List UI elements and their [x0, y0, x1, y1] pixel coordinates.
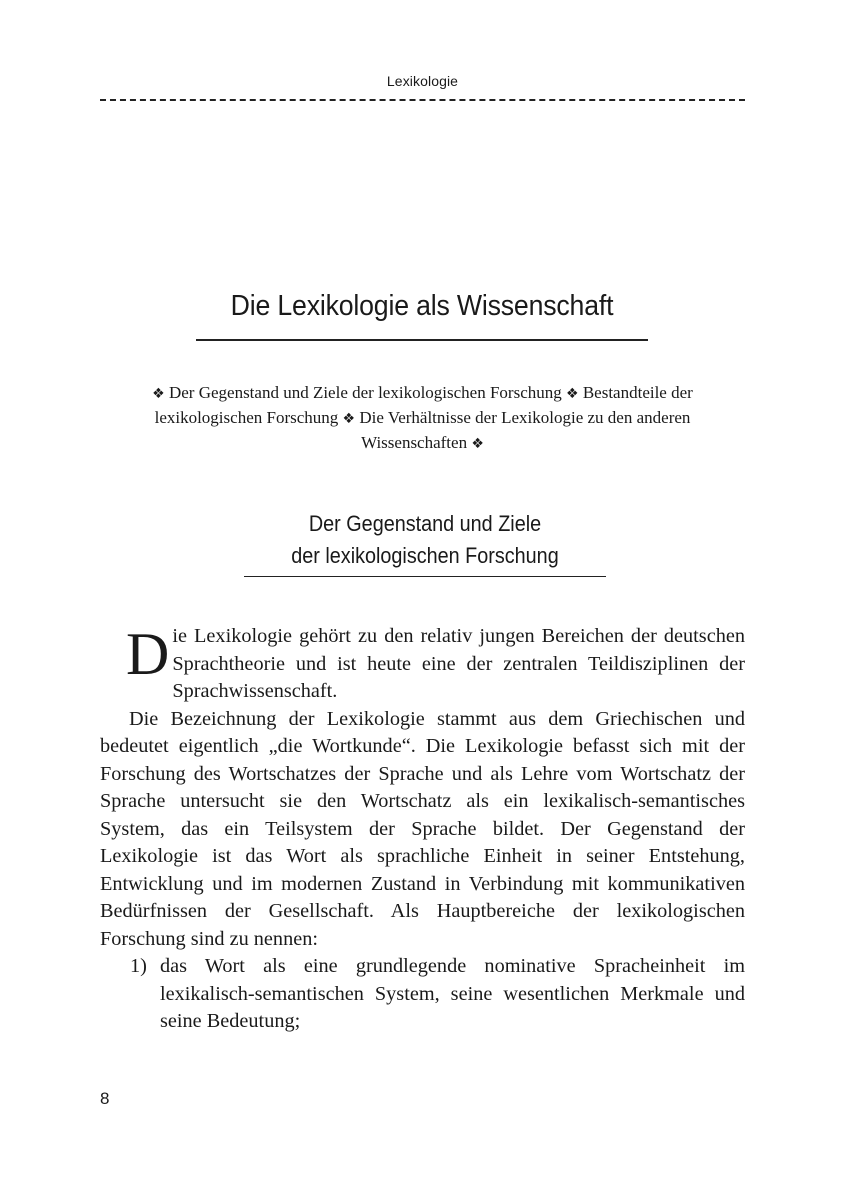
- header-dashed-rule: [100, 99, 745, 101]
- topic-item: Der Gegenstand und Ziele der lexikologischen Forschung: [168, 383, 562, 402]
- topic-separator-icon: ❖: [566, 386, 579, 402]
- paragraph: [100, 623, 745, 706]
- section-title-line: der lexikologischen Forschung: [291, 543, 559, 568]
- list-item-number: 1): [130, 955, 147, 977]
- section-title: [250, 508, 601, 572]
- drop-cap: D: [126, 621, 170, 687]
- chapter-topics: [120, 381, 725, 456]
- topic-item: Die Verhältnisse der Lexikologie zu den anderen Wissenschaften: [359, 408, 691, 452]
- section-title-underline: [244, 576, 606, 577]
- body-text: [100, 623, 745, 1036]
- section-title-line: Der Gegenstand und Ziele: [308, 511, 542, 536]
- paragraph: Die Bezeichnung der Lexikologie stammt aus dem Griechischen und bedeutet eigentlich „die Wortkunde“. Die Lexikologie befasst sich mit der Forschung des Wortschatzes der Sprache und als Lehre vom Wortschatz der Sprache untersucht sie den Wortschatz als ein lexikalisch-semantisches System, das ein Teilsystem der Sprache bildet. Der Gegenstand der Lexikologie ist das Wort als sprachliche Einheit in seiner Entstehung, Entwicklung und im modernen Zustand in Verbindung mit kommunikativen Bedürfnissen der Gesellschaft. Als Hauptbereiche der lexikologischen Forschung sind zu nennen:: [100, 707, 745, 950]
- list-item: [100, 953, 745, 1036]
- topic-separator-icon: ❖: [471, 436, 484, 452]
- page-number: 8: [100, 1089, 110, 1108]
- paragraph-text: ie Lexikologie gehört zu den relativ jungen Bereichen der deutschen Sprachtheorie und ist heute eine der zentralen Teildisziplinen der Sprachwissenschaft.: [172, 625, 745, 702]
- list-item-text: das Wort als eine grundlegende nominative Spracheinheit im lexikalisch-semantischen System, seine wesentlichen Merkmale und seine Bedeutung;: [160, 955, 745, 1032]
- chapter-title: Die Lexikologie als Wissenschaft: [230, 290, 614, 322]
- topic-separator-icon: ❖: [342, 411, 356, 427]
- chapter-title-underline: [196, 339, 648, 341]
- running-head: Lexikologie: [386, 73, 459, 89]
- topic-item: Bestandteile der lexikologischen Forschung: [154, 383, 693, 427]
- topic-separator-icon: ❖: [152, 386, 165, 402]
- numbered-list: [100, 953, 745, 1036]
